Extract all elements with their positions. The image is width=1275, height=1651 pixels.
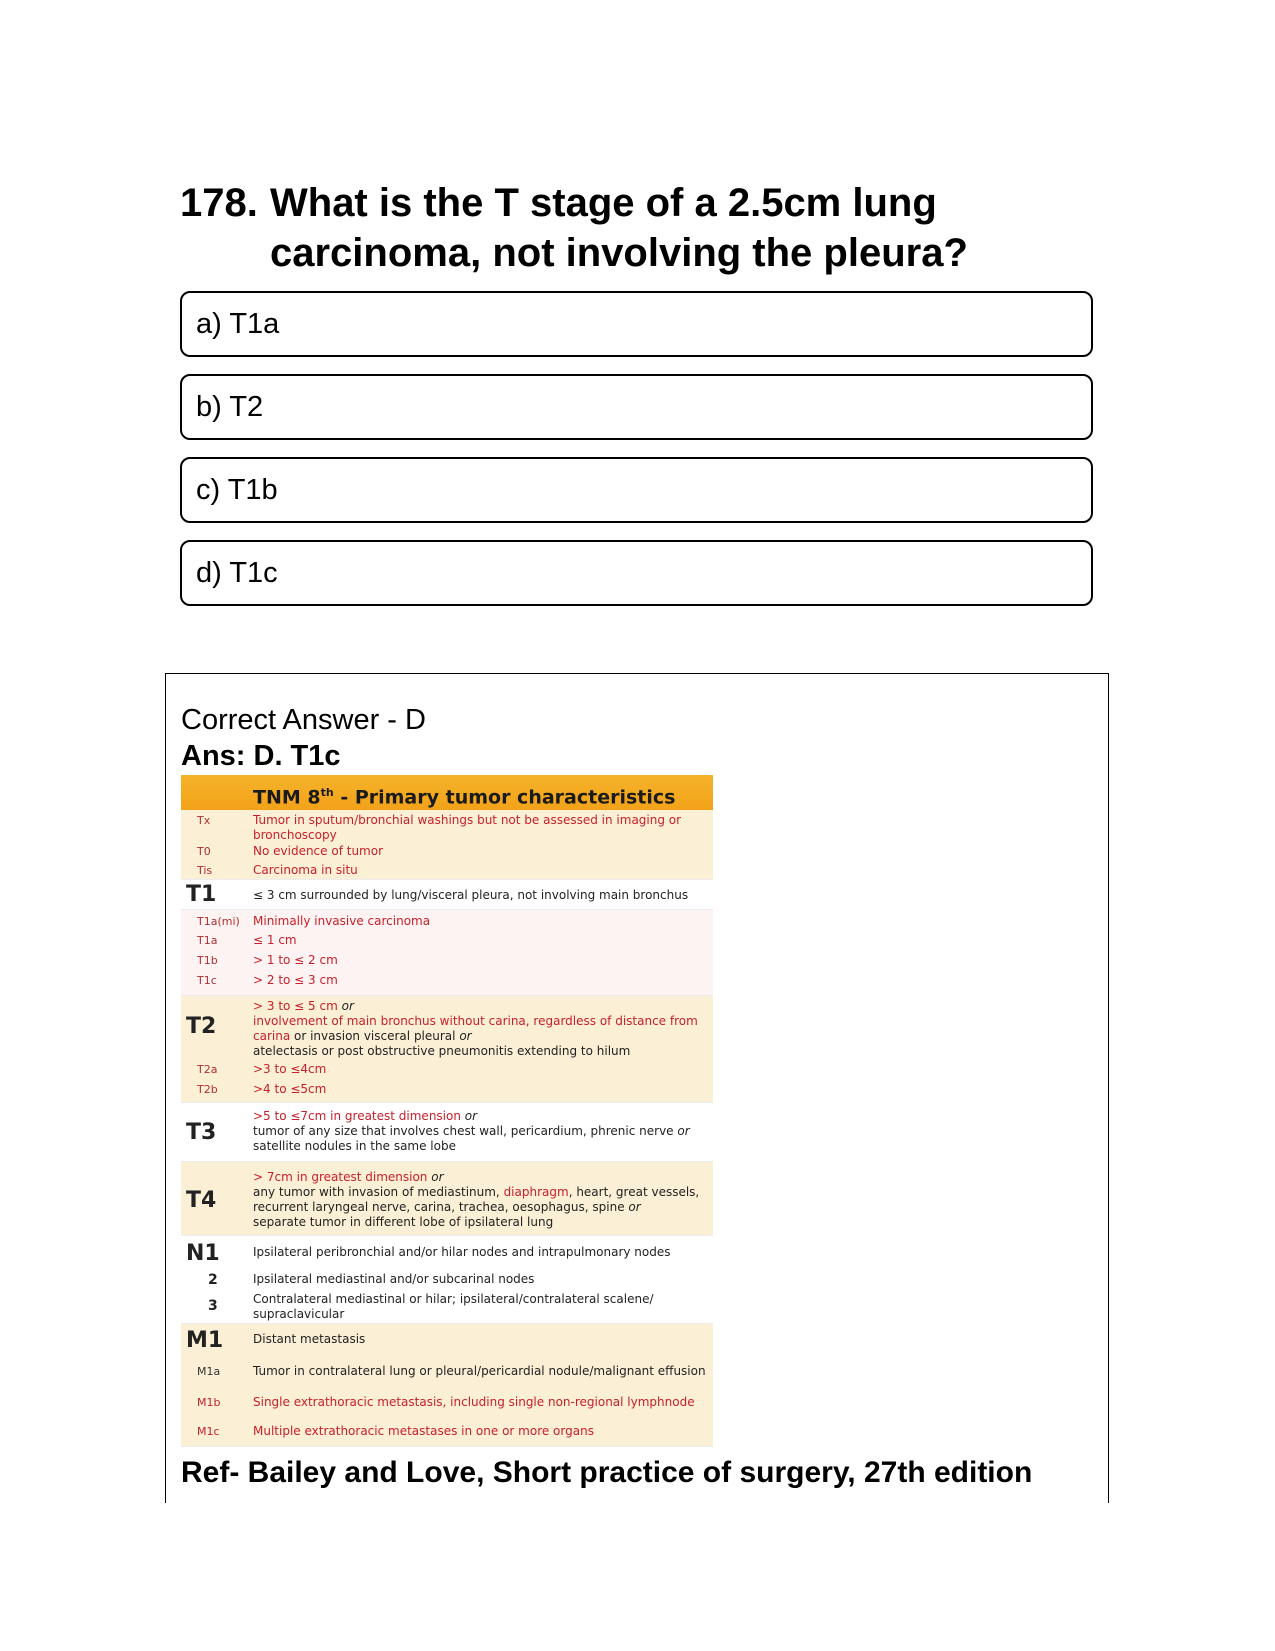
tnm-text-tis: Carcinoma in situ	[253, 863, 358, 877]
tnm-label-t2a: T2a	[197, 1063, 218, 1076]
option-a[interactable]: a) T1a	[180, 291, 1093, 357]
tnm-t2-bronchus: involvement of main bronchus without carina, regardless of distance from carina	[253, 1014, 698, 1043]
tnm-text-n3: Contralateral mediastinal or hilar; ipsilateral/contralateral scalene/ supraclavicular	[253, 1292, 654, 1321]
correct-answer-line: Correct Answer - D	[181, 704, 426, 736]
tnm-text-t0: No evidence of tumor	[253, 844, 384, 858]
tnm-t4-structures: , heart, great vessels, recurrent laryngeal nerve, carina, trachea, oesophagus, spine	[253, 1185, 700, 1214]
tnm-label-t3: T3	[186, 1120, 217, 1145]
answer-explanation-title: Ans: D. T1c	[181, 740, 341, 772]
tnm-label-t2: T2	[186, 1014, 217, 1039]
tnm-text-m1: Distant metastasis	[253, 1332, 366, 1346]
tnm-text-t2	[253, 999, 707, 1059]
tnm-text-t1mi: Minimally invasive carcinoma	[253, 914, 431, 928]
tnm-header-main: TNM 8	[253, 786, 321, 809]
tnm-text-t3	[253, 1109, 707, 1154]
tnm-t2-or1: or	[337, 999, 354, 1013]
tnm-label-n1: N1	[186, 1241, 220, 1266]
tnm-text-n2: Ipsilateral mediastinal and/or subcarinal nodes	[253, 1272, 535, 1286]
tnm-block-t4	[181, 1162, 713, 1236]
tnm-label-tis: Tis	[197, 864, 213, 877]
tnm-block-t1	[181, 880, 713, 910]
option-b[interactable]: b) T2	[180, 374, 1093, 440]
tnm-text-t1a: ≤ 1 cm	[253, 933, 297, 947]
option-d[interactable]: d) T1c	[180, 540, 1093, 606]
tnm-label-m1b: M1b	[197, 1396, 221, 1409]
tnm-t3-size: >5 to ≤7cm in greatest dimension	[253, 1109, 461, 1123]
tnm-label-m1: M1	[186, 1328, 224, 1353]
tnm-text-m1c: Multiple extrathoracic metastases in one or more organs	[253, 1424, 594, 1438]
tnm-text-t2b: >4 to ≤5cm	[253, 1082, 327, 1096]
option-c[interactable]: c) T1b	[180, 457, 1093, 523]
tnm-staging-table-image	[181, 775, 713, 1457]
tnm-block-t2	[181, 996, 713, 1103]
tnm-label-t1c: T1c	[197, 974, 217, 987]
tnm-text-t1c: > 2 to ≤ 3 cm	[253, 973, 338, 987]
tnm-text-t1b: > 1 to ≤ 2 cm	[253, 953, 338, 967]
tnm-text-m1a: Tumor in contralateral lung or pleural/pericardial nodule/malignant effusion	[253, 1364, 706, 1378]
tnm-t2-size: > 3 to ≤ 5 cm	[253, 999, 338, 1013]
tnm-text-m1b: Single extrathoracic metastasis, including single non-regional lymphnode	[253, 1395, 695, 1409]
tnm-t3-chestwall: tumor of any size that involves chest wall, pericardium, phrenic nerve	[253, 1124, 678, 1138]
tnm-header-sup: th	[320, 786, 334, 799]
tnm-t4-or1: or	[427, 1170, 444, 1184]
tnm-label-t2b: T2b	[197, 1083, 218, 1096]
question-text: What is the T stage of a 2.5cm lung carcinoma, not involving the pleura?	[270, 181, 968, 275]
tnm-t2-pleural: or invasion visceral pleural	[290, 1029, 460, 1043]
tnm-t3-satellite: satellite nodules in the same lobe	[253, 1139, 456, 1153]
tnm-label-n3: 3	[208, 1298, 218, 1314]
question-heading	[180, 178, 1060, 278]
tnm-block-n	[181, 1236, 713, 1324]
tnm-t2-or2: or	[459, 1029, 472, 1043]
tnm-block-t1-sub	[181, 910, 713, 996]
tnm-label-t0: T0	[197, 845, 211, 858]
tnm-label-tx: Tx	[197, 814, 211, 827]
tnm-text-t2a: >3 to ≤4cm	[253, 1062, 327, 1076]
question-number: 178.	[180, 181, 258, 225]
tnm-t4-invasion: any tumor with invasion of mediastinum,	[253, 1185, 504, 1199]
tnm-label-m1c: M1c	[197, 1425, 220, 1438]
tnm-block-tx	[181, 810, 713, 880]
tnm-t4-diaphragm: diaphragm	[503, 1185, 569, 1199]
reference-line: Ref- Bailey and Love, Short practice of surgery, 27th edition	[181, 1456, 1033, 1489]
tnm-t4-size: > 7cm in greatest dimension	[253, 1170, 428, 1184]
tnm-label-t1: T1	[186, 882, 217, 907]
tnm-block-t3	[181, 1103, 713, 1162]
tnm-text-n1: Ipsilateral peribronchial and/or hilar nodes and intrapulmonary nodes	[253, 1245, 671, 1259]
tnm-block-m	[181, 1324, 713, 1447]
tnm-label-n2: 2	[208, 1272, 218, 1288]
tnm-text-tx: Tumor in sputum/bronchial washings but not be assessed in imaging or bronchoscopy	[253, 813, 682, 842]
tnm-text-t4	[253, 1170, 707, 1230]
tnm-label-t1mi: T1a(mi)	[197, 915, 240, 928]
tnm-header-rest: - Primary tumor characteristics	[333, 786, 676, 809]
tnm-t3-or1: or	[460, 1109, 478, 1123]
tnm-header	[181, 775, 713, 810]
tnm-text-t1: ≤ 3 cm surrounded by lung/visceral pleura, not involving main bronchus	[253, 888, 689, 902]
tnm-label-m1a: M1a	[197, 1365, 221, 1378]
tnm-t4-or2: or	[628, 1200, 641, 1214]
tnm-label-t1b: T1b	[197, 954, 218, 967]
tnm-t2-atelectasis: atelectasis or post obstructive pneumonitis extending to hilum	[253, 1044, 631, 1058]
tnm-label-t1a: T1a	[197, 934, 218, 947]
tnm-label-t4: T4	[186, 1188, 217, 1213]
tnm-t4-separate: separate tumor in different lobe of ipsilateral lung	[253, 1215, 554, 1229]
tnm-t3-or2: or	[677, 1124, 690, 1138]
